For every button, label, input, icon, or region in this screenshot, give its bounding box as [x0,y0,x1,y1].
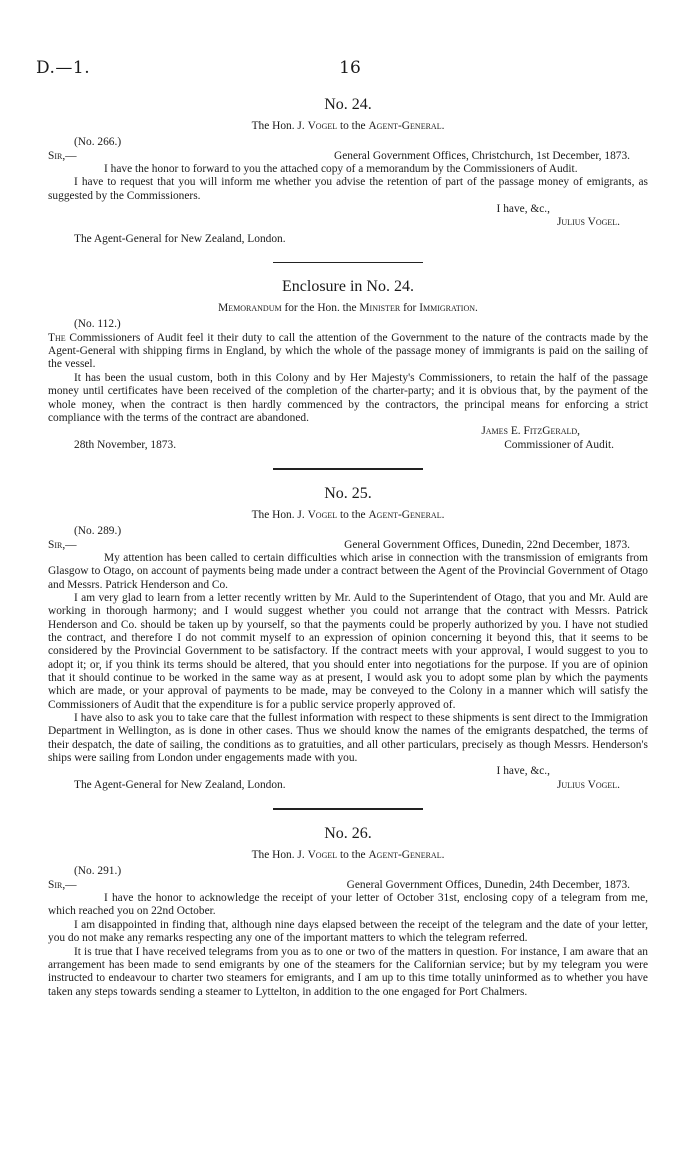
signoff-24 [48,203,648,230]
paragraph-rest: Commissioners of Audit feel it their duty to call the attention of the Government to the nature of the contracts made by the Agent-General with shipping firms in England, by which the whole of the passage money of immigrants is paid on the sailing of the vessel. [48,331,648,371]
section-subtitle-24 [48,120,648,133]
subtitle-mid: to the [337,849,369,862]
subtitle-text: for the Hon. the [281,302,360,315]
salutation: Sir,— [48,538,77,551]
page-number: 16 [339,58,361,78]
memo-date: 28th November, 1873. [74,438,177,451]
section-title-26: No. 26. [324,825,372,843]
lead-word: The [48,331,66,344]
letter-ref-24: (No. 266.) [74,136,122,149]
letter-ref-26: (No. 291.) [74,865,122,878]
addressee: The Agent-General for New Zealand, London. [74,778,286,791]
subtitle-to: Agent-General. [368,849,445,862]
address-line-24 [48,150,648,163]
paragraph: I am very glad to learn from a letter recently written by Mr. Auld to the Superintendent of Otago, that you and Mr. Auld are working in thorough harmony; and I would suggest whether you could not arrange that the contract with Messrs. Patrick Henderson and Co. should be taken up by yourself, so that the payments could be properly authorized by you. I have not studied the contract, and therefore I do not commit myself to an expression of opinion concerning it beyond this, that it seems to be considered by the Provincial Government to be satisfactory. If the contract meets with your approval, I would suggest to you to adopt it; or, if you think its terms should be altered, that you should enter into negotiations for the purpose. If you are of opinion that it should continue to be worked in the same way as at present, I would ask you to adopt some plan by which the payments which are made, or your approval of payments to be made, may be conveyed to the Colony in a manner which will satisfy the Commissioners of Audit that the expenditure is for a public service properly approved of. [48,591,648,711]
paragraph: My attention has been called to certain difficulties which arise in connection with the transmission of emigrants from Glasgow to Otago, on account of payments being made under a contract between the Agent of the Provincial Government of Otago and Messrs. Patrick Henderson and Co. [48,551,648,591]
closing-phrase: I have, &c., [496,203,550,216]
subtitle-to: Agent-General. [368,508,445,521]
section-divider [273,808,423,810]
section-subtitle-26 [48,849,648,862]
subtitle-memorandum: Memorandum [218,302,282,315]
signoff-25 [48,765,648,792]
document-code: D.—1. [36,58,91,78]
section-divider [273,262,423,263]
paragraph: I have the honor to acknowledge the receipt of your letter of October 31st, enclosing copy of a telegram from me, which reached you on 22nd October. [48,892,648,918]
subtitle-mid: to the [337,508,369,521]
signatory-name: James E. FitzGerald, [481,425,580,438]
page-header [36,58,664,82]
closing-phrase: I have, &c., [496,765,550,778]
paragraph [48,332,648,372]
paragraph: It has been the usual custom, both in this Colony and by Her Majesty's Commissioners, to retain the half of the passage money until certificates have been received of the completion of the charter-party; and it is obvious that, by the payment of the whole money, when the contract is then hardly commenced by the contractors, the principal means for enforcing a strict compliance with the terms of the contract are abandoned. [48,371,648,424]
paragraph: I have the honor to forward to you the attached copy of a memorandum by the Commissioners of Audit. [104,163,578,176]
paragraph: I am disappointed in finding that, although nine days elapsed between the receipt of the telegram and the date of your letter, you do not make any remarks respecting any one of the important matters to which the telegram referred. [48,918,648,945]
sender-address: General Government Offices, Dunedin, 24th December, 1873. [346,878,630,891]
paragraph: It is true that I have received telegrams from you as to one or two of the matters in question. For instance, I am aware that an arrangement has been made to send emigrants by one of the steamers for the Californian service; but by my telegram you were instructed to endeavour to charter two steamers for emigrants, and I am up to this time totally uninformed as to whether you have taken any steps towards sending a steamer to Lyttelton, in addition to the one engaged for Port Chalmers. [48,945,648,998]
section-divider [273,468,423,470]
signatory-title: Commissioner of Audit. [504,438,614,451]
salutation: Sir,— [48,878,77,891]
subtitle-from: The Hon. J. [251,508,308,521]
subtitle-minister: Minister [359,302,401,315]
letter-ref-enclosure: (No. 112.) [74,318,121,331]
subtitle-name: Vogel [307,120,338,132]
signature: Julius Vogel. [556,216,620,229]
subtitle-mid: to the [337,120,369,132]
signature-block-enclosure [48,425,648,452]
section-title-25: No. 25. [324,484,372,502]
sender-address: General Government Offices, Dunedin, 22nd December, 1873. [344,538,630,551]
subtitle-from: The Hon. J. [251,849,308,862]
signature: Julius Vogel. [556,778,620,791]
subtitle-to: Agent-General. [368,120,445,132]
document-body [48,94,648,999]
paragraph: I have to request that you will inform me whether you advise the retention of part of the passage money of emigrants, as suggested by the Commissioners. [48,176,648,202]
subtitle-name: Vogel [307,508,338,521]
addressee: The Agent-General for New Zealand, London. [74,232,286,245]
address-line-26 [48,879,648,892]
section-subtitle-enclosure [48,302,648,315]
sender-address: General Government Offices, Christchurch, 1st December, 1873. [333,149,630,162]
section-title-enclosure-24: Enclosure in No. 24. [282,278,414,296]
subtitle-name: Vogel [307,849,338,862]
address-line-25 [48,539,648,552]
letter-ref-25: (No. 289.) [74,525,122,538]
subtitle-from: The Hon. J. [251,120,308,132]
subtitle-text: for [400,302,420,315]
salutation: Sir,— [48,149,77,162]
paragraph: I have also to ask you to take care that the fullest information with respect to these shipments is sent direct to the Immigration Department in Wellington, as is done in other cases. Thus we should know the names of the emigrants despatched, the terms of their despatch, the date of sailing, the conditions as to gratuities, and all other particulars, precisely as though Messrs. Henderson's ships were sailing from London under engagements made with you. [48,712,648,765]
section-title-24: No. 24. [324,96,372,113]
section-subtitle-25 [48,509,648,522]
subtitle-immigration: Immigration. [419,302,478,315]
